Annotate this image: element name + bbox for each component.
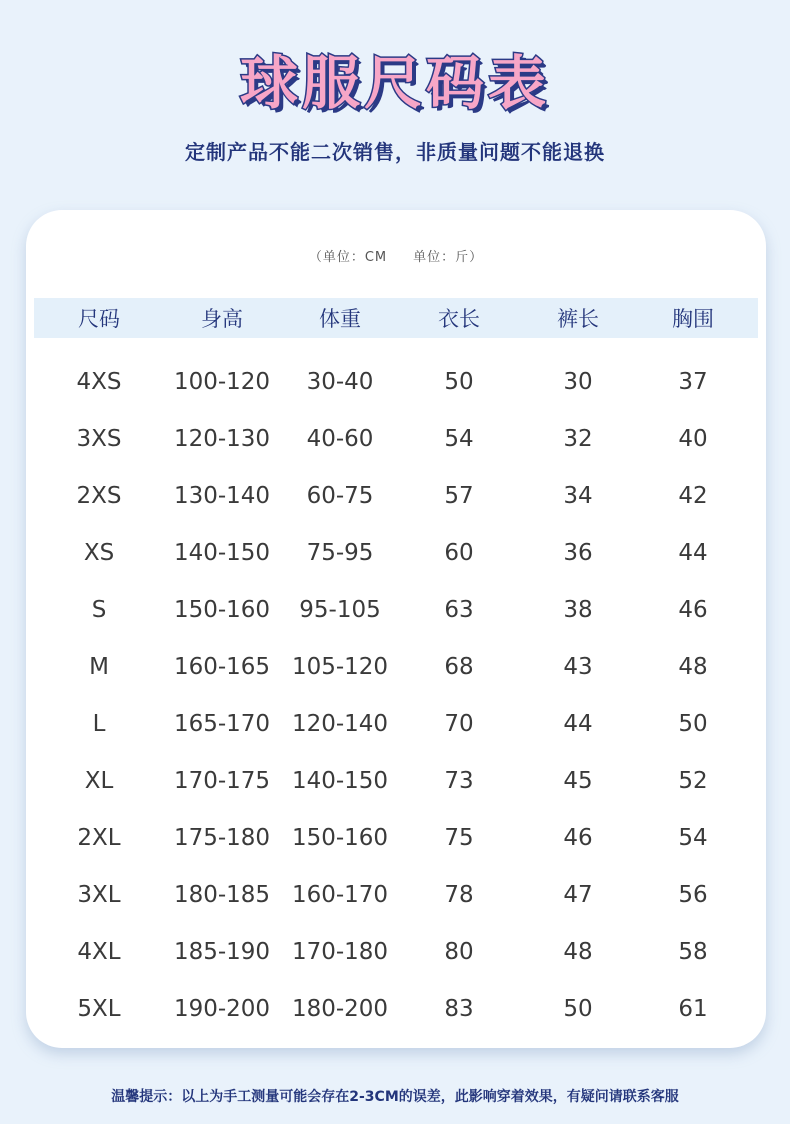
top-length-cell: 60 <box>444 539 474 566</box>
size-cell: S <box>91 596 107 623</box>
top-length-cell: 50 <box>444 368 474 395</box>
weight-cell: 105-120 <box>291 653 389 680</box>
weight-cell: 120-140 <box>291 710 389 737</box>
pants-length-cell: 45 <box>563 767 593 794</box>
pants-length-cell: 47 <box>563 881 593 908</box>
table-row <box>34 866 758 923</box>
top-length-cell: 80 <box>444 938 474 965</box>
table-row <box>34 980 758 1037</box>
top-length-cell: 70 <box>444 710 474 737</box>
size-cell: L <box>92 710 106 737</box>
height-cell: 150-160 <box>173 596 271 623</box>
pants-length-cell: 43 <box>563 653 593 680</box>
pants-length-cell: 48 <box>563 938 593 965</box>
height-cell: 100-120 <box>173 368 271 395</box>
table-header <box>34 298 758 338</box>
header-height: 身高 <box>201 307 243 331</box>
header-pants-length: 裤长 <box>557 307 599 331</box>
chest-cell: 42 <box>678 482 708 509</box>
top-length-cell: 73 <box>444 767 474 794</box>
table-row <box>34 638 758 695</box>
table-row <box>34 467 758 524</box>
size-chart-card <box>26 210 766 1048</box>
table-row <box>34 809 758 866</box>
pants-length-cell: 36 <box>563 539 593 566</box>
pants-length-cell: 30 <box>563 368 593 395</box>
size-cell: 3XL <box>77 881 121 908</box>
size-cell: 4XS <box>76 368 122 395</box>
top-length-cell: 78 <box>444 881 474 908</box>
top-length-cell: 63 <box>444 596 474 623</box>
chest-cell: 56 <box>678 881 708 908</box>
size-cell: 5XL <box>77 995 121 1022</box>
weight-cell: 95-105 <box>299 596 381 623</box>
subtitle-notice: 定制产品不能二次销售，非质量问题不能退换 <box>185 140 605 164</box>
size-cell: 2XS <box>76 482 122 509</box>
table-row <box>34 353 758 410</box>
top-length-cell: 68 <box>444 653 474 680</box>
pants-length-cell: 46 <box>563 824 593 851</box>
height-cell: 190-200 <box>173 995 271 1022</box>
height-cell: 180-185 <box>173 881 271 908</box>
chest-cell: 37 <box>678 368 708 395</box>
height-cell: 120-130 <box>173 425 271 452</box>
height-cell: 175-180 <box>173 824 271 851</box>
height-cell: 165-170 <box>173 710 271 737</box>
length-unit-label: （单位：CM <box>308 250 388 265</box>
pants-length-cell: 44 <box>563 710 593 737</box>
weight-cell: 180-200 <box>291 995 389 1022</box>
height-cell: 160-165 <box>173 653 271 680</box>
size-cell: XS <box>83 539 115 566</box>
size-cell: 3XS <box>76 425 122 452</box>
top-length-cell: 54 <box>444 425 474 452</box>
page-title: 球服尺码表 <box>239 49 550 117</box>
weight-cell: 30-40 <box>306 368 374 395</box>
pants-length-cell: 38 <box>563 596 593 623</box>
weight-cell: 75-95 <box>306 539 374 566</box>
weight-cell: 140-150 <box>291 767 389 794</box>
height-cell: 185-190 <box>173 938 271 965</box>
table-body <box>34 353 758 1037</box>
chest-cell: 52 <box>678 767 708 794</box>
top-length-cell: 75 <box>444 824 474 851</box>
weight-cell: 160-170 <box>291 881 389 908</box>
weight-cell: 60-75 <box>306 482 374 509</box>
size-cell: M <box>89 653 109 680</box>
chest-cell: 58 <box>678 938 708 965</box>
weight-cell: 40-60 <box>306 425 374 452</box>
height-cell: 170-175 <box>173 767 271 794</box>
header-chest: 胸围 <box>672 307 714 331</box>
size-cell: 4XL <box>77 938 121 965</box>
chest-cell: 54 <box>678 824 708 851</box>
size-cell: 2XL <box>77 824 121 851</box>
chest-cell: 48 <box>678 653 708 680</box>
table-row <box>34 524 758 581</box>
footer-tip: 温馨提示：以上为手工测量可能会存在2-3CM的误差，此影响穿着效果，有疑问请联系客服 <box>111 1089 679 1105</box>
height-cell: 130-140 <box>173 482 271 509</box>
chest-cell: 40 <box>678 425 708 452</box>
pants-length-cell: 50 <box>563 995 593 1022</box>
chest-cell: 61 <box>678 995 708 1022</box>
chest-cell: 50 <box>678 710 708 737</box>
top-length-cell: 57 <box>444 482 474 509</box>
size-cell: XL <box>84 767 114 794</box>
header-top-length: 衣长 <box>438 307 480 331</box>
table-row <box>34 923 758 980</box>
table-row <box>34 752 758 809</box>
pants-length-cell: 34 <box>563 482 593 509</box>
weight-cell: 170-180 <box>291 938 389 965</box>
table-row <box>34 695 758 752</box>
units-note <box>26 246 766 265</box>
height-cell: 140-150 <box>173 539 271 566</box>
table-row <box>34 581 758 638</box>
table-row <box>34 410 758 467</box>
weight-unit-label: 单位：斤） <box>413 250 484 265</box>
chest-cell: 46 <box>678 596 708 623</box>
chest-cell: 44 <box>678 539 708 566</box>
pants-length-cell: 32 <box>563 425 593 452</box>
top-length-cell: 83 <box>444 995 474 1022</box>
header-size: 尺码 <box>78 307 120 331</box>
header-weight: 体重 <box>319 307 361 331</box>
weight-cell: 150-160 <box>291 824 389 851</box>
